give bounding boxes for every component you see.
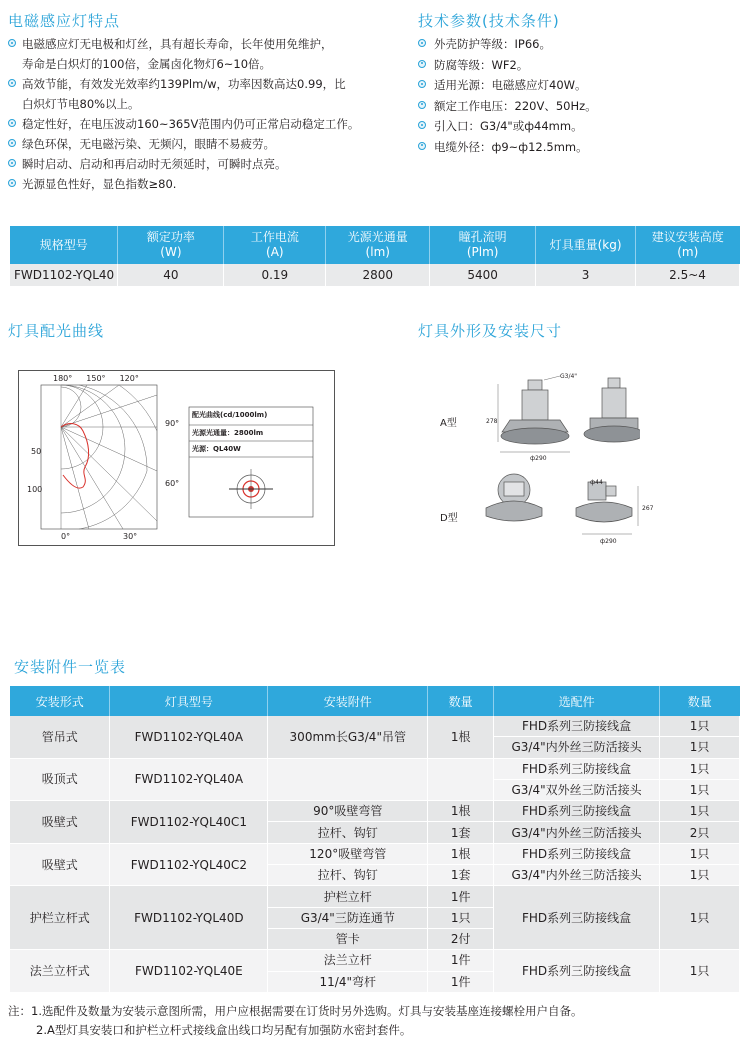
accessory-row — [10, 843, 740, 864]
option-qty-cell: 1只 — [660, 779, 740, 800]
legend-flux: 光源光通量：2800lm — [192, 429, 264, 437]
option-qty-cell: 1只 — [660, 950, 740, 993]
option-cell: FHD系列三防接线盒 — [494, 801, 660, 822]
spec-cell: 3 — [536, 264, 636, 286]
model-cell: FWD1102-YQL40E — [110, 950, 268, 993]
accessory-cell: 90°吸壁弯管 — [268, 801, 428, 822]
bullet-icon — [8, 119, 16, 127]
accessory-cell: 120°吸壁弯管 — [268, 843, 428, 864]
curve-title: 灯具配光曲线 — [8, 322, 105, 340]
bullet-icon — [8, 39, 16, 47]
spec-cell: 2800 — [326, 264, 430, 286]
features-title: 电磁感应灯特点 — [8, 12, 121, 30]
accessory-cell: G3/4"三防连通节 — [268, 907, 428, 928]
install-form-cell: 护栏立杆式 — [10, 886, 110, 950]
param-item: 外壳防护等级：IP66。 — [418, 34, 738, 55]
spec-header: 规格型号 — [10, 226, 118, 264]
feature-item: 稳定性好，在电压波动160~365V范围内仍可正常启动稳定工作。 — [8, 114, 388, 134]
features-list — [8, 34, 388, 194]
accessory-cell: 法兰立杆 — [268, 950, 428, 971]
bullet-icon — [8, 179, 16, 187]
spec-cell: 5400 — [430, 264, 536, 286]
model-cell: FWD1102-YQL40A — [110, 716, 268, 758]
option-cell: G3/4"双外丝三防活接头 — [494, 779, 660, 800]
option-cell: FHD系列三防接线盒 — [494, 886, 660, 950]
bullet-icon — [418, 121, 426, 129]
spec-header: 额定功率 (W) — [118, 226, 224, 264]
accessories-title: 安装附件一览表 — [14, 658, 127, 676]
spec-cell: 0.19 — [224, 264, 326, 286]
accessory-qty-cell: 2付 — [428, 928, 494, 949]
feature-item: 瞬时启动、启动和再启动时无须延时，可瞬时点亮。 — [8, 154, 388, 174]
option-qty-cell: 1只 — [660, 758, 740, 779]
model-cell: FWD1102-YQL40C1 — [110, 801, 268, 844]
accessory-cell — [268, 758, 428, 801]
spec-cell: 2.5~4 — [636, 264, 740, 286]
notes — [8, 1002, 582, 1040]
accessory-qty-cell: 1件 — [428, 971, 494, 992]
accessory-qty-cell: 1只 — [428, 907, 494, 928]
param-item: 适用光源：电磁感应灯40W。 — [418, 75, 738, 96]
accessory-cell: 11/4"弯杆 — [268, 971, 428, 992]
accessory-row — [10, 950, 740, 971]
accessory-header: 灯具型号 — [110, 686, 268, 716]
accessory-header: 安装附件 — [268, 686, 428, 716]
angle-label: 120° — [119, 374, 139, 383]
angle-60: 60° — [165, 479, 180, 488]
accessory-qty-cell: 1根 — [428, 716, 494, 758]
accessory-header: 安装形式 — [10, 686, 110, 716]
bullet-icon — [418, 80, 426, 88]
accessory-cell: 护栏立杆 — [268, 886, 428, 907]
spec-header: 工作电流 (A) — [224, 226, 326, 264]
feature-item: 绿色环保，无电磁污染、无频闪，眼睛不易疲劳。 — [8, 134, 388, 154]
accessory-header: 数量 — [428, 686, 494, 716]
accessories-table — [10, 686, 740, 993]
curve-frame — [18, 370, 335, 546]
a-width-label: ф290 — [530, 455, 547, 462]
option-cell: FHD系列三防接线盒 — [494, 843, 660, 864]
option-cell: FHD系列三防接线盒 — [494, 950, 660, 993]
feature-item: 寿命是白炽灯的100倍，金属卤化物灯6~10倍。 — [22, 57, 272, 71]
d-side-label: ф44 — [590, 479, 603, 486]
params-list — [418, 34, 738, 157]
param-item: 引入口：G3/4"或ф44mm。 — [418, 116, 738, 137]
install-form-cell: 吸顶式 — [10, 758, 110, 801]
accessory-qty-cell: 1套 — [428, 822, 494, 843]
accessory-cell: 300mm长G3/4"吊管 — [268, 716, 428, 758]
d-width-label: ф290 — [600, 538, 617, 545]
accessory-qty-cell: 1件 — [428, 886, 494, 907]
option-cell: G3/4"内外丝三防活接头 — [494, 865, 660, 886]
feature-item: 白炽灯节电80%以上。 — [22, 97, 140, 111]
accessory-cell: 拉杆、钩钉 — [268, 822, 428, 843]
accessory-row — [10, 801, 740, 822]
bullet-icon — [418, 60, 426, 68]
accessory-cell: 拉杆、钩钉 — [268, 865, 428, 886]
angle-0: 0° — [61, 532, 71, 541]
spec-header: 建议安装高度 (m) — [636, 226, 740, 264]
param-item: 电缆外径：ф9~ф12.5mm。 — [418, 137, 738, 158]
spec-header: 灯具重量(kg) — [536, 226, 636, 264]
spec-cell: 40 — [118, 264, 224, 286]
note-1: 注：1.选配件及数量为安装示意图所需，用户应根据需要在订货时另外选购。灯具与安装基座连接螺栓用户自备。 — [8, 1004, 583, 1018]
feature-item: 电磁感应灯无电极和灯丝，具有超长寿命，长年使用免维护， — [8, 34, 388, 54]
spec-table — [10, 226, 740, 286]
legend-curve: 配光曲线(cd/1000lm) — [192, 411, 268, 419]
bullet-icon — [8, 159, 16, 167]
install-form-cell: 吸壁式 — [10, 843, 110, 886]
model-cell: FWD1102-YQL40C2 — [110, 843, 268, 886]
option-qty-cell: 1只 — [660, 737, 740, 758]
polar-diagram — [19, 371, 334, 545]
param-item: 额定工作电压：220V、50Hz。 — [418, 96, 738, 117]
accessory-qty-cell: 1根 — [428, 801, 494, 822]
angle-90: 90° — [165, 419, 180, 428]
angle-label: 150° — [86, 374, 106, 383]
accessory-header: 选配件 — [494, 686, 660, 716]
radial-50: 50 — [31, 447, 42, 456]
spec-header: 光源光通量 (lm) — [326, 226, 430, 264]
bullet-icon — [418, 39, 426, 47]
accessory-row — [10, 758, 740, 779]
angle-30: 30° — [123, 532, 138, 541]
legend-source: 光源：QL40W — [192, 445, 241, 453]
bullet-icon — [418, 101, 426, 109]
accessory-header: 数量 — [660, 686, 740, 716]
note-2: 2.A型灯具安装口和护栏立杆式接线盒出线口均另配有加强防水密封套件。 — [36, 1023, 412, 1037]
feature-item: 高效节能，有效发光效率约139Plm/w，功率因数高达0.99，比 — [8, 74, 388, 94]
accessory-row — [10, 886, 740, 907]
spec-cell: FWD1102-YQL40 — [10, 264, 118, 286]
type-d-label: D型 — [440, 513, 458, 524]
type-a-label: A型 — [440, 418, 457, 429]
bullet-icon — [418, 142, 426, 150]
accessory-qty-cell: 1套 — [428, 865, 494, 886]
a-top-label: G3/4" — [560, 373, 578, 380]
model-cell: FWD1102-YQL40A — [110, 758, 268, 801]
a-height-label: 278 — [486, 418, 498, 425]
bullet-icon — [8, 79, 16, 87]
install-form-cell: 吸壁式 — [10, 801, 110, 844]
install-form-cell: 管吊式 — [10, 716, 110, 758]
param-item: 防腐等级：WF2。 — [418, 55, 738, 76]
option-qty-cell: 1只 — [660, 865, 740, 886]
feature-item: 光源显色性好，显色指数≥80. — [8, 174, 388, 194]
option-qty-cell: 2只 — [660, 822, 740, 843]
option-cell: G3/4"内外丝三防活接头 — [494, 822, 660, 843]
accessory-row — [10, 716, 740, 737]
option-qty-cell: 1只 — [660, 716, 740, 737]
accessory-qty-cell — [428, 758, 494, 801]
radial-100: 100 — [27, 485, 43, 494]
accessory-qty-cell: 1件 — [428, 950, 494, 971]
accessory-qty-cell: 1根 — [428, 843, 494, 864]
bullet-icon — [8, 139, 16, 147]
option-cell: G3/4"内外丝三防活接头 — [494, 737, 660, 758]
option-qty-cell: 1只 — [660, 886, 740, 950]
option-qty-cell: 1只 — [660, 843, 740, 864]
model-cell: FWD1102-YQL40D — [110, 886, 268, 950]
spec-header: 瞳孔流明 (Plm) — [430, 226, 536, 264]
angle-label: 180° — [53, 374, 73, 383]
option-cell: FHD系列三防接线盒 — [494, 758, 660, 779]
accessory-cell: 管卡 — [268, 928, 428, 949]
spec-row — [10, 264, 740, 286]
install-form-cell: 法兰立杆式 — [10, 950, 110, 993]
option-cell: FHD系列三防接线盒 — [494, 716, 660, 737]
dims-title: 灯具外形及安装尺寸 — [418, 322, 563, 340]
d-height-label: 267 — [642, 505, 654, 512]
dimension-drawings — [480, 370, 640, 550]
params-title: 技术参数(技术条件) — [418, 12, 560, 30]
option-qty-cell: 1只 — [660, 801, 740, 822]
